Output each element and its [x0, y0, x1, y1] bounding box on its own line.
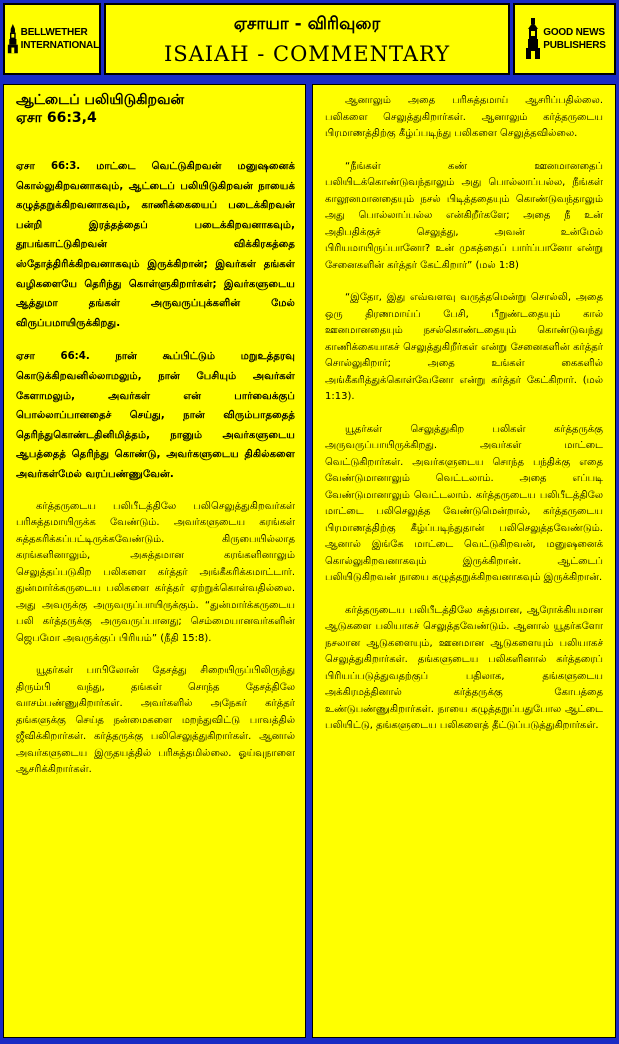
quote-paragraph: “இதோ, இது எவ்வளவு வருத்தமென்று சொல்லி, அதை ஒரு திரணமாய்ப் பேசி, பீறுண்டதையும் கால் ஊனமானதையும் நசல்கொண்டதையும் கொண்டுவந்து காணிக்கையாகச் செலுத்துகிறீர்கள் என்று சேனைகளின் கர்த்தர் சொல்லுகிறார்; அதை உங்கள் கைகளில் அங்கீகரித்துக்கொள்வேனோ என்று கர்த்தர் கேட்கிறார். (மல் 1:13).	[325, 292, 603, 402]
scripture-verse-4: ஏசா 66:4. நான் கூப்பிட்டும் மறுஉத்தரவு கொடுக்கிறவனில்லாமலும், நான் பேசியும் அவர்கள் கேளாமலும், அவர்கள் என் பார்வைக்குப் பொல்லாப்பானதைச் செய்து, நான் விரும்பாததைத் தெரிந்துகொண்டதினிமித்தம், நானும் அவர்களுடைய ஆபத்தைத் தெரிந்து கொண்டு, அவர்களுடைய திகில்களை அவர்கள்மேல் வரப்பண்ணுவேன்.	[16, 351, 295, 480]
title-banner	[104, 3, 510, 75]
quote-paragraph: “நீங்கள் கண் ஊனமானதைப் பலியிடக்கொண்டுவந்தாலும் அது பொல்லாப்பல்ல, நீங்கள் காலூனமானதையும் நசல் பிடித்ததையும் கொண்டுவந்தாலும் அது பொல்லாப்பல்ல என்கிறீர்களே; அதை நீ உன் அதிபதிக்குச் செலுத்து, அவன் உன்மேல் பிரியமாயிருப்பானோ? உன் முகத்தைப் பார்ப்பானோ என்று சேனைகளின் கர்த்தர் கேட்கிறார்” (மல் 1:8)	[325, 160, 603, 271]
logo-line-1: BELLWETHER	[20, 27, 88, 38]
good-news-logo	[513, 3, 616, 75]
left-column	[3, 84, 306, 1038]
scripture-verse-3: ஏசா 66:3. மாட்டை வெட்டுகிறவன் மனுஷனைக் கொல்லுகிறவனாகவும், ஆட்டைப் பலியிடுகிறவன் நாயைக் கழுத்தறுக்கிறவனாகவும், காணிக்கையைப் படைக்கிறவன் பன்றி இரத்தத்தைப் படைக்கிறவனாகவும், தூபங்காட்டுகிறவன் விக்கிரகத்தை ஸ்தோத்திரிக்கிறவனாகவும் இருக்கிறான்; இவர்கள் தங்கள் வழிகளையே தெரிந்து கொள்ளுகிறார்கள்; இவர்களுடைய ஆத்துமா தங்கள் அருவருப்புக்களின் மேல் விருப்பமாயிருக்கிறது.	[16, 161, 295, 329]
heading-reference: ஏசா 66:3,4	[16, 110, 97, 126]
commentary-paragraph: கர்த்தருடைய பலிபீடத்திலே சுத்தமான, ஆரோக்கியமான ஆடுகளை பலியாகச் செலுத்தவேண்டும். ஆனால் யூதர்களோ நசலான ஆடுகளையும், ஊனமான ஆடுகளையும் பலியாகச் செலுத்துகிறார்கள். தங்களுடைய பலிகளினால் கர்த்தரைப் பிரியப்படுத்துவதற்குப் பதிலாக, தங்களுடைய அக்கிரமத்தினால் கர்த்தருக்கு கோபத்தை உண்டுபண்ணுகிறார்கள். நாயை கழுத்தறுப்பதுபோல ஆட்டை பலியிட்டு, தங்களுடைய பலிகளைத் தீட்டுப்படுத்துகிறார்கள்.	[325, 604, 603, 731]
heading-title: ஆட்டைப் பலியிடுகிறவன்	[16, 92, 185, 108]
logo-line-1: GOOD NEWS	[543, 27, 605, 38]
commentary-paragraph: யூதர்கள் பாபிலோன் தேசத்து சிறையிருப்பிலிருந்து திரும்பி வந்து, தங்கள் சொந்த தேசத்திலே வாசம்பண்ணுகிறார்கள். அவர்களில் அநேகர் கர்த்தர் தங்களுக்கு செய்த நன்மைகளை மறந்துவிட்டு பாவத்தில் ஜீவிக்கிறார்கள். கர்த்தருக்கு பலிசெலுத்துகிறார்கள். ஆனால் அவர்களுடைய இருதயத்தில் பரிசுத்தமில்லை. ஓய்வுநாளை ஆசரிக்கிறார்கள்.	[16, 665, 295, 775]
section-heading	[16, 91, 295, 127]
logo-line-2: INTERNATIONAL	[20, 40, 99, 51]
bellwether-logo	[3, 3, 101, 75]
commentary-paragraph: யூதர்கள் செலுத்துகிற பலிகள் கர்த்தருக்கு அருவருப்பாயிருக்கிறது. அவர்கள் மாட்டை வெட்டுகிறார்கள். அவர்களுடைய சொந்த பந்திக்கு எதை வேண்டுமானாலும் வெட்டலாம். அதை எப்படி வேண்டுமானாலும் வெட்டலாம். கர்த்தருடைய பலிபீடத்திலே மாட்டை பலிசெலுத்த வேண்டுமென்றால், கர்த்தருடைய பிரமாணத்திற்கு கீழ்ப்படிந்துதான் பலிசெலுத்தவேண்டும். ஆனால் இங்கே மாட்டை வெட்டுகிறவன், மனுஷனைக் கொல்லுகிறவனாகவும் இருக்கிறான். ஆட்டைப் பலியிடுகிறவன் நாயை கழுத்தறுக்கிறவனாகவும் இருக்கிறான்.	[325, 423, 603, 583]
page-title-tamil: ஏசாயா - விரிவுரை	[233, 14, 381, 34]
page-title-english: ISAIAH - COMMENTARY	[163, 42, 451, 66]
tower-icon	[523, 17, 543, 61]
commentary-paragraph: கர்த்தருடைய பலிபீடத்திலே பலிசெலுத்துகிறவர்கள் பரிசுத்தமாயிருக்க வேண்டும். அவர்களுடைய கரங்கள் சுத்தகரிக்கப்பட்டிருக்கவேண்டும். கிருபையில்லாத கரங்களினாலும், அசுத்தமான கரங்களினாலும் செலுத்தப்படுகிற பலிகளை கர்த்தர் அங்கீகரிக்கமாட்டார். துன்மார்க்கருடைய பலிகளை கர்த்தர் ஏற்றுக்கொள்வதில்லை. அது அவருக்கு அருவருப்பாயிருக்கும். “துன்மார்க்கருடைய பலி கர்த்தருக்கு அருவருப்பானது; செம்மையானவர்களின் ஜெபமோ அவருக்குப் பிரியம்” (நீதி 15:8).	[16, 500, 295, 644]
bell-tower-icon	[5, 17, 21, 61]
commentary-paragraph: ஆனாலும் அதை பரிசுத்தமாய் ஆசரிப்பதில்லை. பலிகளை செலுத்துகிறார்கள். ஆனாலும் கர்த்தருடைய பிரமாணத்திற்கு கீழ்ப்படிந்து பலிகளை செலுத்தவில்லை.	[325, 95, 603, 139]
right-column	[312, 84, 616, 1038]
logo-line-2: PUBLISHERS	[543, 40, 606, 51]
